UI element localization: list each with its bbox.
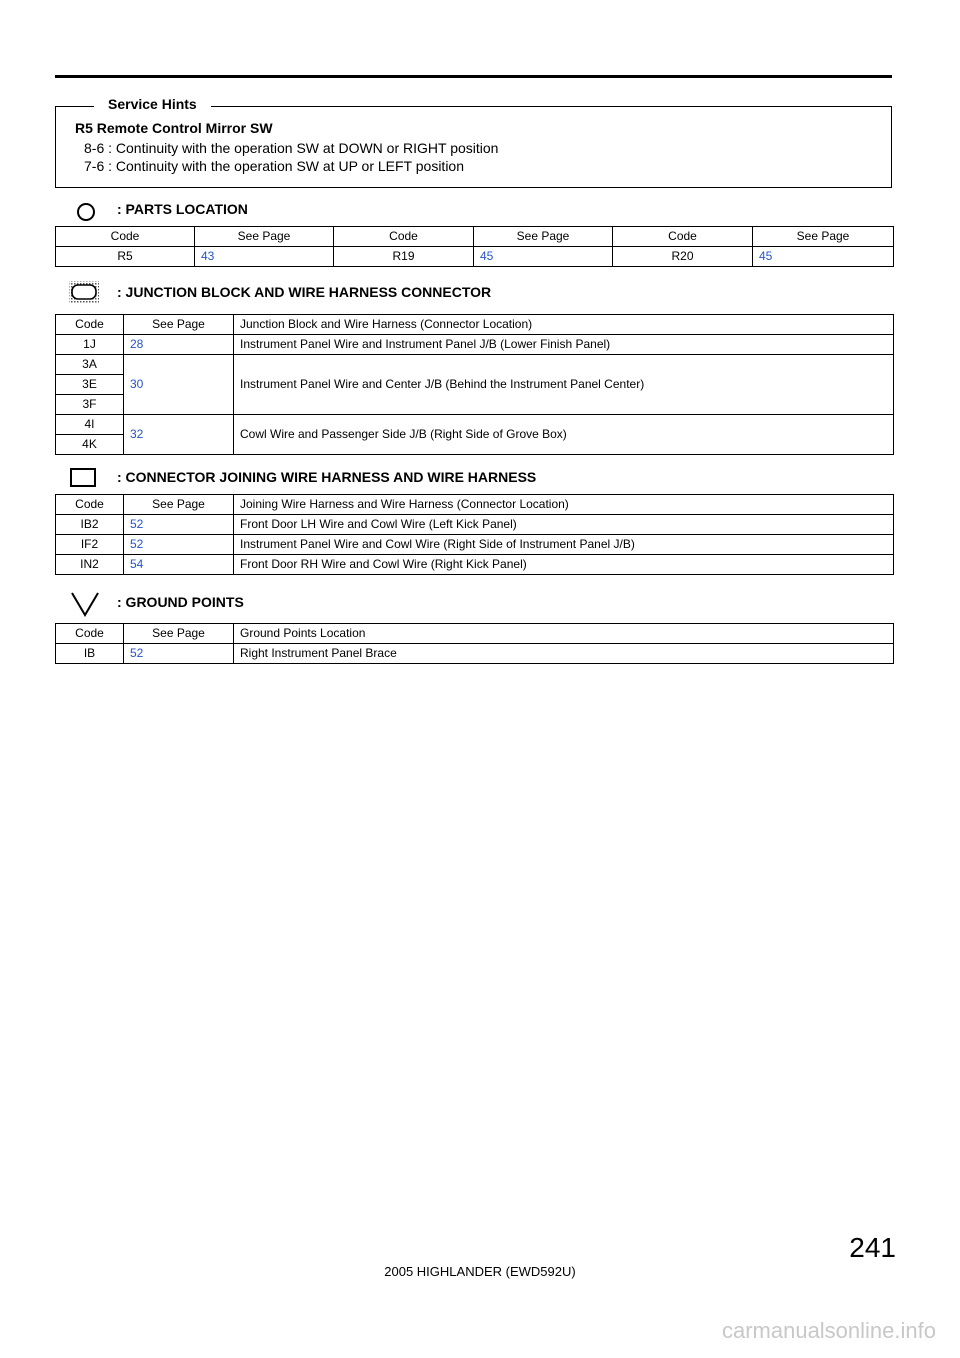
header-cell: See Page (124, 315, 234, 335)
header-cell: See Page (124, 624, 234, 644)
code-cell: IN2 (56, 555, 124, 575)
page-number: 241 (849, 1232, 896, 1263)
table-row (56, 644, 894, 664)
table-row (56, 555, 894, 575)
header-cell: Code (334, 227, 474, 247)
watermark: carmanualsonline.info (721, 1318, 936, 1343)
header-cell: Ground Points Location (234, 624, 894, 644)
page-link[interactable]: 52 (124, 644, 234, 664)
top-rule (55, 75, 892, 78)
circle-icon (75, 201, 97, 223)
header-cell: See Page (195, 227, 334, 247)
joining-table (55, 494, 894, 575)
page-link[interactable]: 52 (124, 535, 234, 555)
header-cell: Code (56, 315, 124, 335)
code-cell: IB (56, 644, 124, 664)
location-cell: Instrument Panel Wire and Center J/B (Behind the Instrument Panel Center) (234, 355, 894, 415)
code-cell: 3E (56, 375, 124, 395)
page-link[interactable]: 52 (124, 515, 234, 535)
table-header-row (56, 624, 894, 644)
hint-line: 7-6 : Continuity with the operation SW at UP or LEFT position (84, 158, 465, 174)
code-cell: IF2 (56, 535, 124, 555)
location-cell: Right Instrument Panel Brace (234, 644, 894, 664)
code-cell: IB2 (56, 515, 124, 535)
page-link[interactable]: 45 (474, 247, 613, 267)
service-hints-box (55, 96, 892, 188)
component-name: R5 Remote Control Mirror SW (75, 120, 273, 136)
page-link[interactable]: 43 (195, 247, 334, 267)
code-cell: R19 (334, 247, 474, 267)
hint-line: 8-6 : Continuity with the operation SW at DOWN or RIGHT position (84, 140, 499, 156)
ground-heading: : GROUND POINTS (117, 594, 244, 610)
table-row (56, 415, 894, 435)
page-link[interactable]: 28 (124, 335, 234, 355)
down-triangle-icon (70, 591, 100, 617)
table-row (56, 355, 894, 375)
location-cell: Front Door LH Wire and Cowl Wire (Left Kick Panel) (234, 515, 894, 535)
code-cell: 4I (56, 415, 124, 435)
page-link[interactable]: 32 (124, 415, 234, 455)
joining-heading: : CONNECTOR JOINING WIRE HARNESS AND WIRE HARNESS (117, 469, 537, 485)
parts-location-heading: : PARTS LOCATION (117, 201, 248, 217)
code-cell: R5 (56, 247, 195, 267)
location-cell: Cowl Wire and Passenger Side J/B (Right Side of Grove Box) (234, 415, 894, 455)
hatched-rounded-rect-icon (68, 280, 100, 304)
service-hints-title: Service Hints (94, 96, 211, 112)
header-cell: Junction Block and Wire Harness (Connector Location) (234, 315, 894, 335)
ground-table (55, 623, 894, 664)
header-cell: See Page (474, 227, 613, 247)
page-link[interactable]: 30 (124, 355, 234, 415)
header-cell: Joining Wire Harness and Wire Harness (Connector Location) (234, 495, 894, 515)
page-link[interactable]: 45 (753, 247, 894, 267)
junction-heading: : JUNCTION BLOCK AND WIRE HARNESS CONNECTOR (117, 284, 492, 300)
table-header-row (56, 495, 894, 515)
parts-location-table (55, 226, 894, 267)
table-row (56, 515, 894, 535)
location-cell: Instrument Panel Wire and Cowl Wire (Right Side of Instrument Panel J/B) (234, 535, 894, 555)
location-cell: Instrument Panel Wire and Instrument Panel J/B (Lower Finish Panel) (234, 335, 894, 355)
table-row (56, 335, 894, 355)
table-header-row (56, 315, 894, 335)
header-cell: See Page (124, 495, 234, 515)
code-cell: R20 (613, 247, 753, 267)
footer-text: 2005 HIGHLANDER (EWD592U) (384, 1264, 576, 1279)
location-cell: Front Door RH Wire and Cowl Wire (Right Kick Panel) (234, 555, 894, 575)
rectangle-icon (70, 468, 96, 488)
table-row (56, 535, 894, 555)
junction-table (55, 314, 894, 455)
header-cell: Code (56, 624, 124, 644)
code-cell: 1J (56, 335, 124, 355)
header-cell: Code (613, 227, 753, 247)
code-cell: 3F (56, 395, 124, 415)
header-cell: Code (56, 495, 124, 515)
header-cell: Code (56, 227, 195, 247)
table-header-row (56, 227, 894, 247)
table-row (56, 247, 894, 267)
code-cell: 3A (56, 355, 124, 375)
header-cell: See Page (753, 227, 894, 247)
code-cell: 4K (56, 435, 124, 455)
page-link[interactable]: 54 (124, 555, 234, 575)
